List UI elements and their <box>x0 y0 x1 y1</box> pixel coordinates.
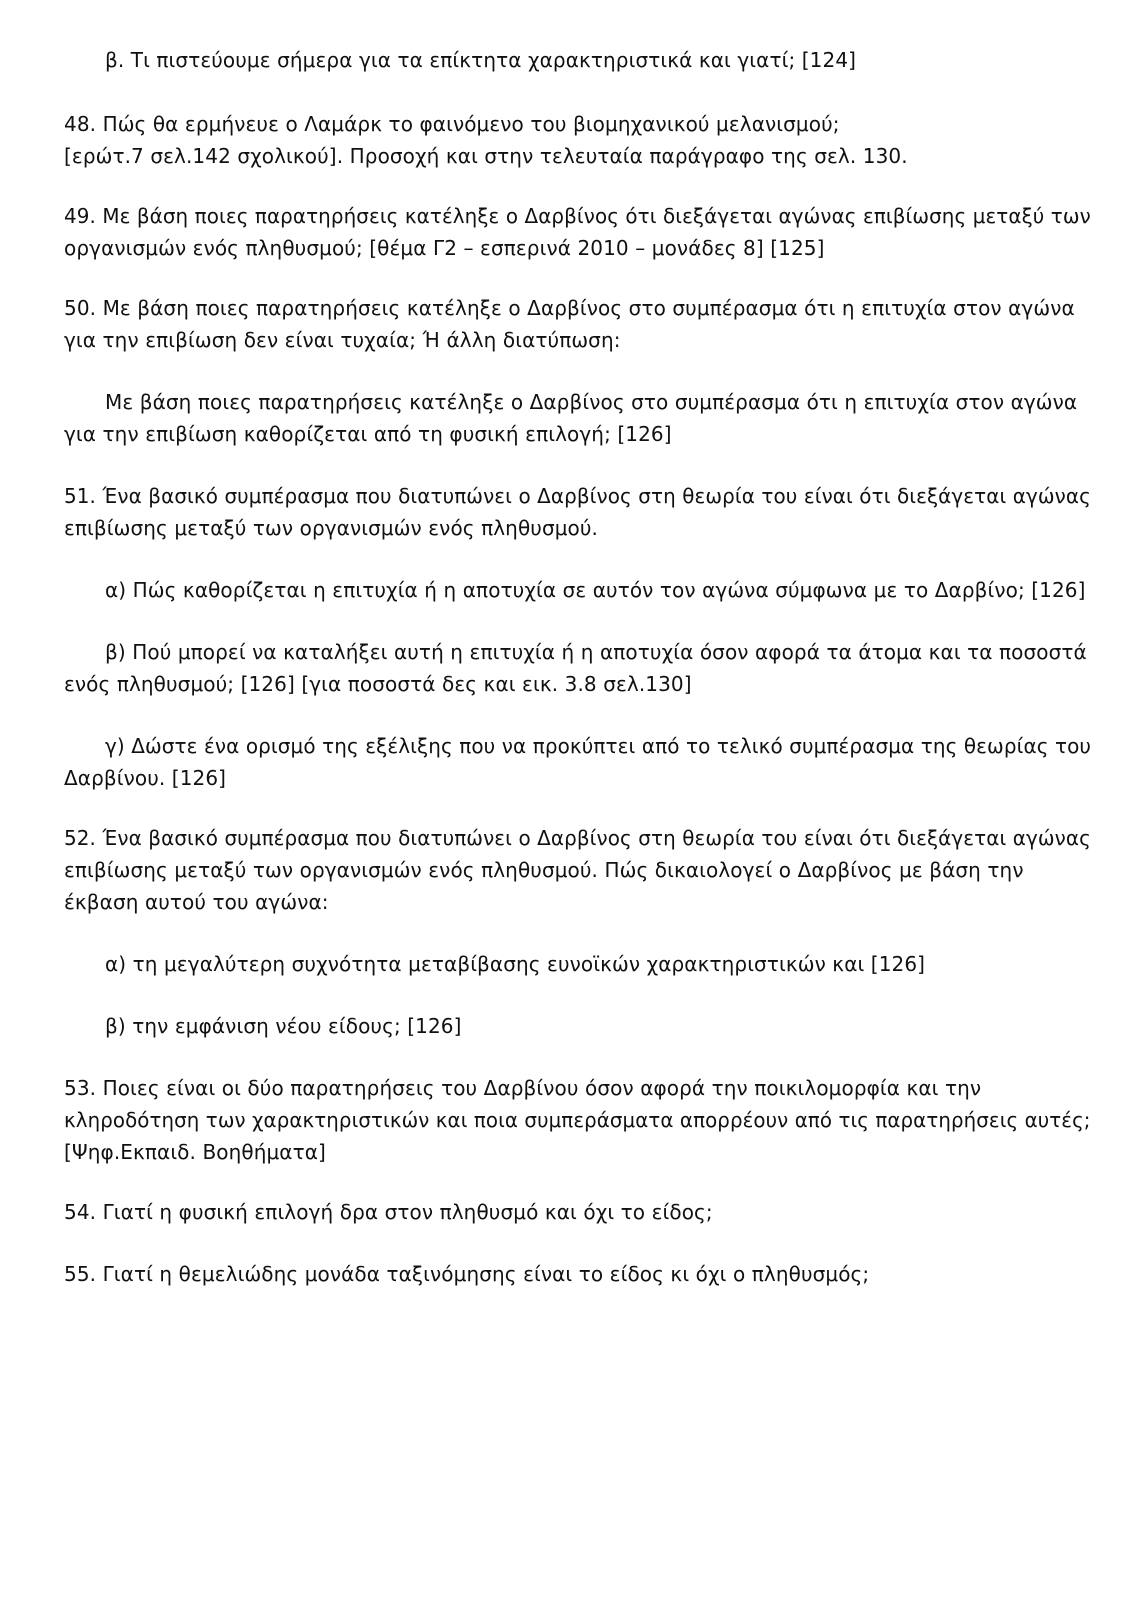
q49-line-2: οργανισμών ενός πληθυσμού; [θέμα Γ2 – εσπερινά 2010 – μονάδες 8] [125] <box>64 236 825 260</box>
q52-line-3: έκβαση αυτού του αγώνα: <box>64 890 329 914</box>
q53-line-3: [Ψηφ.Εκπαιδ. Βοηθήματα] <box>64 1140 326 1164</box>
q53-line-2: κληροδότηση των χαρακτηριστικών και ποια συμπεράσματα απορρέουν από τις παρατηρήσεις αυτές; <box>64 1108 1091 1132</box>
q53-line-1: 53. Ποιες είναι οι δύο παρατηρήσεις του Δαρβίνου όσον αφορά την ποικιλομορφία και την <box>64 1076 982 1100</box>
q47-part-b: β. Τι πιστεύουμε σήμερα για τα επίκτητα χαρακτηριστικά και γιατί; [124] <box>105 48 857 72</box>
q51-line-2: επιβίωσης μεταξύ των οργανισμών ενός πληθυσμού. <box>64 516 599 540</box>
q55: 55. Γιατί η θεμελιώδης μονάδα ταξινόμησης είναι το είδος κι όχι ο πληθυσμός; <box>64 1262 870 1286</box>
q48-line-2: [ερώτ.7 σελ.142 σχολικού]. Προσοχή και στην τελευταία παράγραφο της σελ. 130. <box>64 144 908 168</box>
q51-part-c-line-2: Δαρβίνου. [126] <box>64 766 227 790</box>
q54: 54. Γιατί η φυσική επιλογή δρα στον πληθυσμό και όχι το είδος; <box>64 1200 713 1224</box>
q51-part-a: α) Πώς καθορίζεται η επιτυχία ή η αποτυχία σε αυτόν τον αγώνα σύμφωνα με το Δαρβίνο; [126] <box>105 578 1086 602</box>
q52-part-b: β) την εμφάνιση νέου είδους; [126] <box>105 1014 462 1038</box>
q50-alt-line-1: Με βάση ποιες παρατηρήσεις κατέληξε ο Δαρβίνος στο συμπέρασμα ότι η επιτυχία στον αγώνα <box>105 390 1078 414</box>
q49-line-1: 49. Με βάση ποιες παρατηρήσεις κατέληξε ο Δαρβίνος ότι διεξάγεται αγώνας επιβίωσης μεταξύ των <box>64 204 1091 228</box>
q51-line-1: 51. Ένα βασικό συμπέρασμα που διατυπώνει ο Δαρβίνος στη θεωρία του είναι ότι διεξάγεται αγώνας <box>64 484 1091 508</box>
q48-line-1: 48. Πώς θα ερμήνευε ο Λαμάρκ το φαινόμενο του βιομηχανικού μελανισμού; <box>64 112 840 136</box>
q50-line-2: για την επιβίωση δεν είναι τυχαία; Ή άλλη διατύπωση: <box>64 328 621 352</box>
q52-part-a: α) τη μεγαλύτερη συχνότητα μεταβίβασης ευνοϊκών χαρακτηριστικών και [126] <box>105 952 926 976</box>
q50-alt-line-2: για την επιβίωση καθορίζεται από τη φυσική επιλογή; [126] <box>64 422 672 446</box>
q52-line-1: 52. Ένα βασικό συμπέρασμα που διατυπώνει ο Δαρβίνος στη θεωρία του είναι ότι διεξάγεται αγώνας <box>64 826 1091 850</box>
q51-part-c-line-1: γ) Δώστε ένα ορισμό της εξέλιξης που να προκύπτει από το τελικό συμπέρασμα της θεωρίας του <box>105 734 1092 758</box>
q51-part-b-line-2: ενός πληθυσμού; [126] [για ποσοστά δες και εικ. 3.8 σελ.130] <box>64 672 692 696</box>
q51-part-b-line-1: β) Πού μπορεί να καταλήξει αυτή η επιτυχία ή η αποτυχία όσον αφορά τα άτομα και τα ποσοστά <box>105 640 1087 664</box>
q52-line-2: επιβίωσης μεταξύ των οργανισμών ενός πληθυσμού. Πώς δικαιολογεί ο Δαρβίνος με βάση την <box>64 858 1024 882</box>
q50-line-1: 50. Με βάση ποιες παρατηρήσεις κατέληξε ο Δαρβίνος στο συμπέρασμα ότι η επιτυχία στον αγώνα <box>64 296 1075 320</box>
